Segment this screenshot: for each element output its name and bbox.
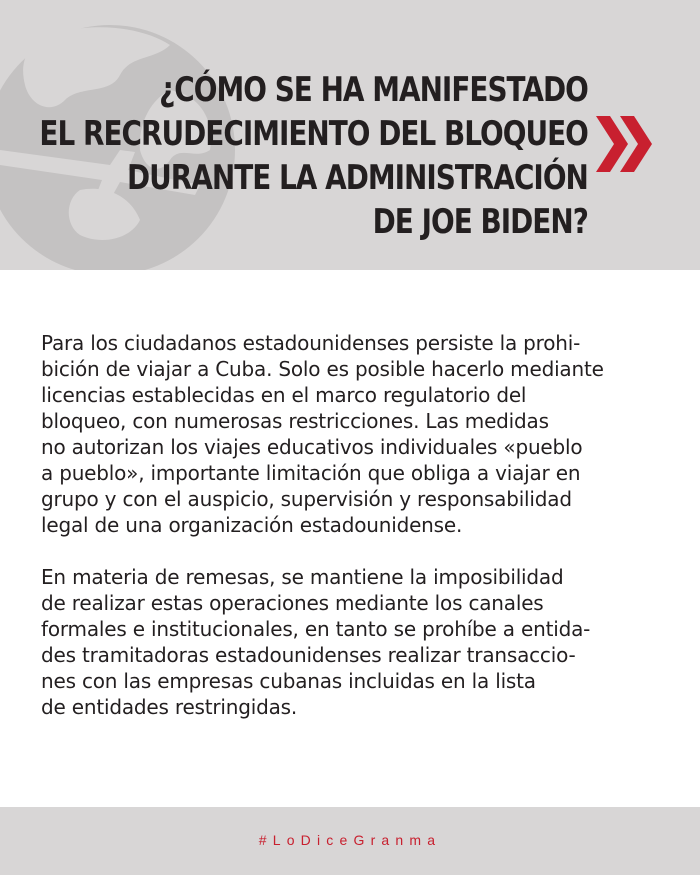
headline-line: DE JOE BIDEN? bbox=[372, 202, 588, 242]
text-line: Para los ciudadanos estadounidenses persiste la prohi- bbox=[41, 331, 581, 355]
text-line: bloqueo, con numerosas restricciones. Las medidas bbox=[41, 409, 549, 433]
footer-bar bbox=[0, 807, 700, 875]
hashtag[interactable]: #LoDiceGranma bbox=[258, 832, 442, 848]
text-line: nes con las empresas cubanas incluidas en la lista bbox=[41, 669, 536, 693]
text-line: no autorizan los viajes educativos individuales «pueblo bbox=[41, 435, 583, 459]
text-line: de realizar estas operaciones mediante los canales bbox=[41, 591, 544, 615]
text-line: formales e institucionales, en tanto se prohíbe a entida- bbox=[41, 617, 591, 641]
article-body bbox=[41, 330, 641, 746]
text-line: a pueblo», importante limitación que obliga a viajar en bbox=[41, 461, 581, 485]
text-line: des tramitadoras estadounidenses realizar transaccio- bbox=[41, 643, 576, 667]
double-chevron-right-icon[interactable] bbox=[592, 112, 656, 176]
text-line: legal de una organización estadounidense. bbox=[41, 513, 463, 537]
text-line: de entidades restringidas. bbox=[41, 695, 298, 719]
text-line: grupo y con el auspicio, supervisión y responsabilidad bbox=[41, 487, 572, 511]
paragraph-travel bbox=[41, 330, 641, 538]
headline bbox=[40, 68, 588, 244]
header-banner bbox=[0, 0, 700, 270]
paragraph-remittances bbox=[41, 564, 641, 720]
headline-line: DURANTE LA ADMINISTRACIÓN bbox=[127, 158, 588, 198]
headline-line: ¿CÓMO SE HA MANIFESTADO bbox=[159, 70, 588, 110]
text-line: En materia de remesas, se mantiene la imposibilidad bbox=[41, 565, 564, 589]
text-line: bición de viajar a Cuba. Solo es posible hacerlo mediante bbox=[41, 357, 604, 381]
text-line: licencias establecidas en el marco regulatorio del bbox=[41, 383, 527, 407]
headline-line: EL RECRUDECIMIENTO DEL BLOQUEO bbox=[39, 114, 588, 154]
